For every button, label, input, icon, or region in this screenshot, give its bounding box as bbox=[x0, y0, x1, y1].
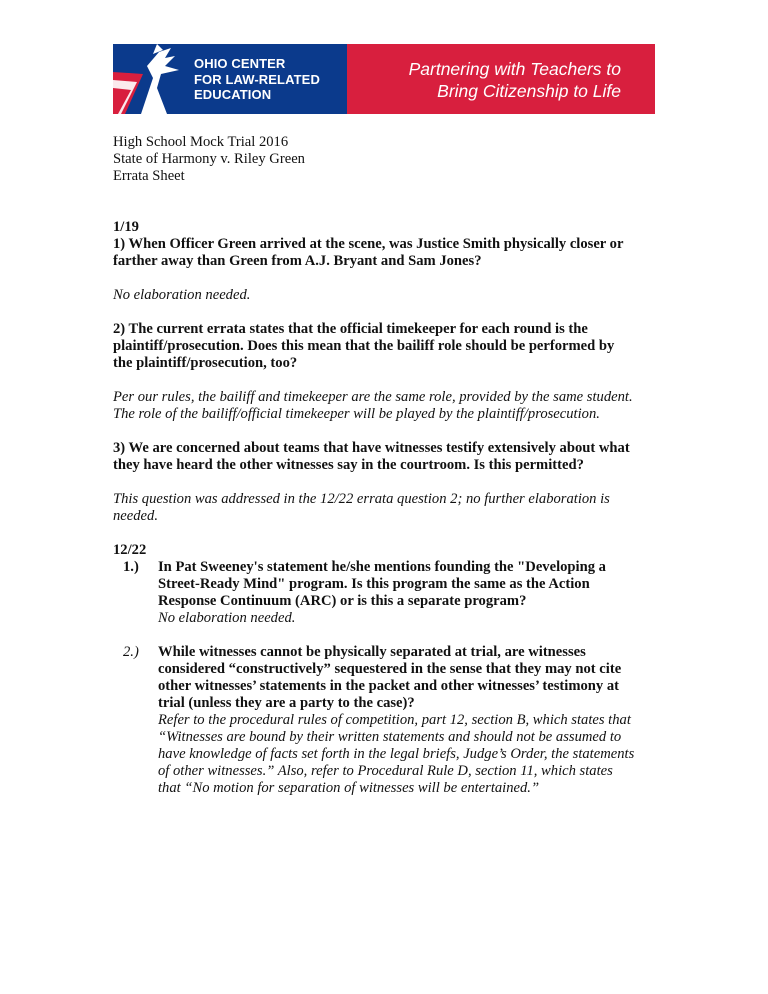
question-block bbox=[113, 236, 658, 304]
answer-text: that “No motion for separation of witnesses will be entertained.” bbox=[158, 780, 540, 796]
banner-tagline bbox=[409, 58, 621, 102]
list-item bbox=[113, 644, 658, 797]
tagline-line: Partnering with Teachers to bbox=[408, 59, 621, 79]
org-name-line: EDUCATION bbox=[194, 87, 272, 102]
errata-section-0119 bbox=[113, 219, 658, 525]
answer-text: No elaboration needed. bbox=[113, 287, 251, 303]
question-text: they have heard the other witnesses say in the courtroom. Is this permitted? bbox=[113, 457, 584, 473]
question-text: 1) When Officer Green arrived at the scene, was Justice Smith physically closer or bbox=[113, 236, 624, 252]
question-text: plaintiff/prosecution. Does this mean that the bailiff role should be performed by bbox=[113, 338, 615, 354]
answer-text: The role of the bailiff/official timekeeper will be played by the plaintiff/prosecution. bbox=[113, 406, 600, 422]
header-case-name: State of Harmony v. Riley Green bbox=[113, 151, 305, 167]
question-text: trial (unless they are a party to the case)? bbox=[158, 695, 415, 711]
errata-section-1222 bbox=[113, 542, 658, 797]
list-item-number: 2.) bbox=[123, 644, 139, 660]
list-item bbox=[113, 559, 658, 627]
list-item-number: 1.) bbox=[123, 559, 139, 575]
answer-text: No elaboration needed. bbox=[158, 610, 296, 626]
document-header bbox=[113, 134, 658, 185]
question-block bbox=[113, 440, 658, 525]
question-text: farther away than Green from A.J. Bryant and Sam Jones? bbox=[113, 253, 482, 269]
tagline-line: Bring Citizenship to Life bbox=[437, 81, 621, 101]
answer-text: This question was addressed in the 12/22 errata question 2; no further elaboration is bbox=[113, 491, 610, 507]
header-title: High School Mock Trial 2016 bbox=[113, 134, 289, 150]
section-date: 12/22 bbox=[113, 542, 147, 558]
banner-red-panel bbox=[347, 44, 655, 114]
answer-text: of other witnesses.” Also, refer to Procedural Rule D, section 11, which states bbox=[158, 763, 613, 779]
question-text: While witnesses cannot be physically separated at trial, are witnesses bbox=[158, 644, 586, 660]
question-text: 2) The current errata states that the official timekeeper for each round is the bbox=[113, 321, 588, 337]
question-text: other witnesses’ statements in the packet and other witnesses’ testimony at bbox=[158, 678, 620, 694]
question-block bbox=[113, 321, 658, 423]
document-body bbox=[113, 134, 658, 797]
question-text: the plaintiff/prosecution, too? bbox=[113, 355, 298, 371]
question-text: 3) We are concerned about teams that have witnesses testify extensively about what bbox=[113, 440, 630, 456]
banner-blue-panel bbox=[113, 44, 347, 114]
organization-name bbox=[194, 56, 320, 103]
answer-text: Per our rules, the bailiff and timekeeper are the same role, provided by the same student. bbox=[113, 389, 633, 405]
question-text: In Pat Sweeney's statement he/she mentions founding the "Developing a bbox=[158, 559, 606, 575]
answer-text: have knowledge of facts set forth in the legal briefs, Judge’s Order, the statements bbox=[158, 746, 635, 762]
question-text: Response Continuum (ARC) or is this a separate program? bbox=[158, 593, 527, 609]
eagle-flag-logo-icon bbox=[113, 44, 193, 114]
org-name-line: FOR LAW-RELATED bbox=[194, 71, 320, 87]
question-text: considered “constructively” sequestered in the sense that they may not cite bbox=[158, 661, 622, 677]
answer-text: “Witnesses are bound by their written statements and should not be assumed to bbox=[158, 729, 622, 745]
header-doc-type: Errata Sheet bbox=[113, 168, 185, 184]
header-banner bbox=[113, 44, 655, 114]
section-date: 1/19 bbox=[113, 219, 139, 235]
answer-text: Refer to the procedural rules of competition, part 12, section B, which states that bbox=[158, 712, 631, 728]
org-name-line: OHIO CENTER bbox=[194, 56, 286, 71]
question-text: Street-Ready Mind" program. Is this program the same as the Action bbox=[158, 576, 590, 592]
answer-text: needed. bbox=[113, 508, 158, 524]
